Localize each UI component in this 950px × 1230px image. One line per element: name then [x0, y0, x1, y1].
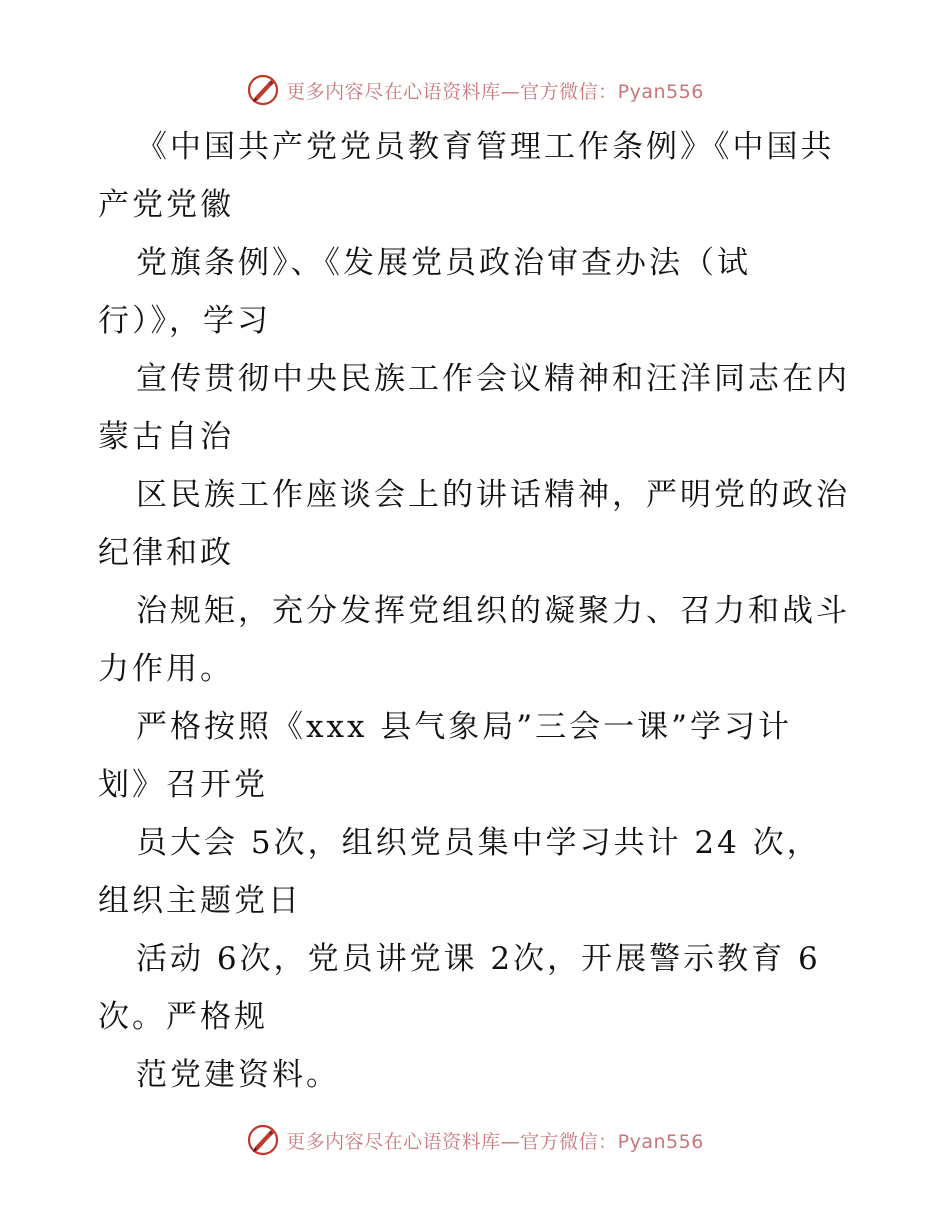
text-line: 党旗条例》、《发展党员政治审查办法（试 [136, 245, 751, 281]
text-line: 次。严格规 [98, 999, 268, 1035]
text-line: 治规矩，充分发挥党组织的凝聚力、召力和战斗 [136, 593, 850, 629]
pen-logo-icon [246, 73, 280, 107]
watermark-text: 更多内容尽在心语资料库—官方微信：Pyan556 [286, 80, 704, 103]
header-watermark [0, 70, 950, 110]
text-line: 产党党徽 [98, 187, 234, 223]
footer-watermark [0, 1120, 950, 1160]
text-line: 组织主题党日 [98, 883, 302, 919]
pen-logo-icon [246, 1123, 280, 1157]
text-line: 区民族工作座谈会上的讲话精神，严明党的政治 [136, 477, 850, 513]
text-line: 《中国共产党党员教育管理工作条例》《中国共 [136, 129, 835, 165]
text-line: 宣传贯彻中央民族工作会议精神和汪洋同志在内 [136, 361, 850, 397]
text-line: 力作用。 [98, 651, 234, 687]
text-line: 员大会 5次，组织党员集中学习共计 24 次， [136, 825, 821, 861]
text-line: 行）》，学习 [98, 303, 271, 339]
text-line: 范党建资料。 [136, 1057, 340, 1093]
document-body [98, 118, 858, 1104]
text-line: 纪律和政 [98, 535, 234, 571]
text-line: 严格按照《xxx 县气象局”三会一课”学习计 [136, 709, 792, 745]
text-line: 蒙古自治 [98, 419, 234, 455]
watermark-text: 更多内容尽在心语资料库—官方微信：Pyan556 [286, 1130, 704, 1153]
text-line: 活动 6次，党员讲党课 2次，开展警示教育 6 [136, 941, 821, 977]
text-line: 划》召开党 [98, 767, 268, 803]
